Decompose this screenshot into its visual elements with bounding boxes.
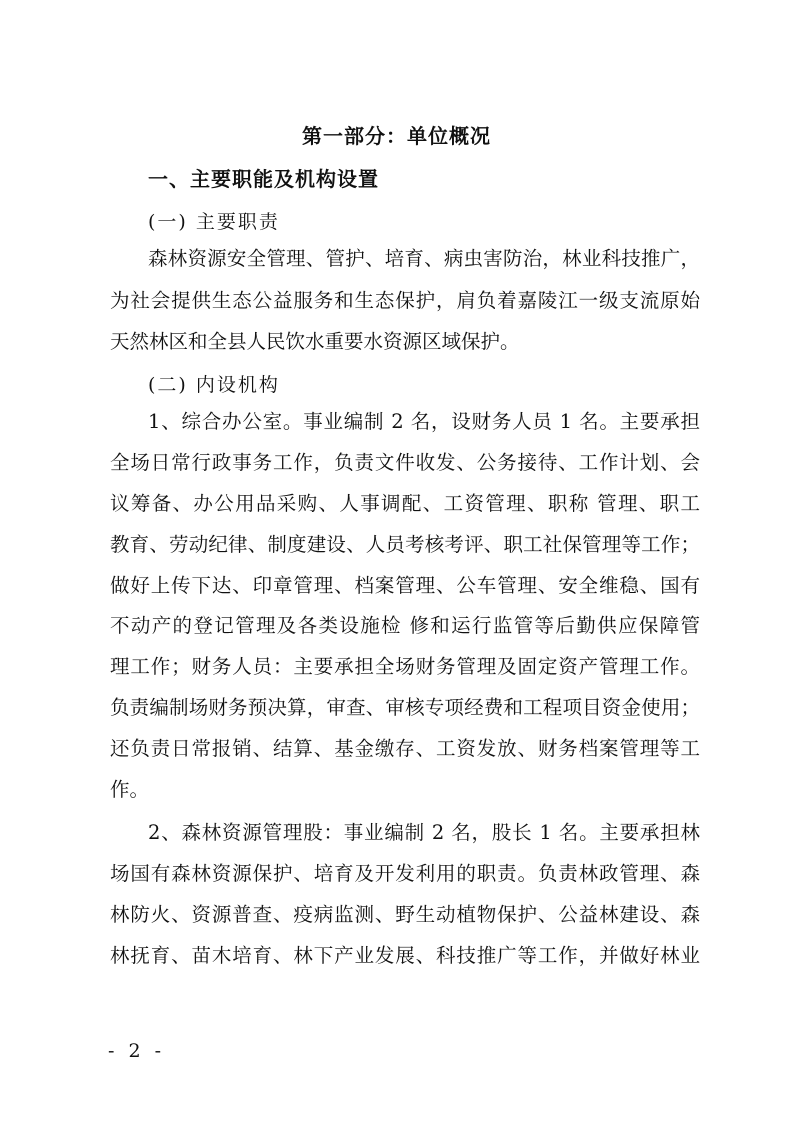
office-paragraph-line: 教育、劳动纪律、制度建设、人员考核考评、职工社保管理等工作； (110, 533, 700, 556)
office-paragraph-line: 还负责日常报销、结算、基金缴存、工资发放、财务档案管理等工 (110, 737, 700, 760)
office-paragraph-line: 1、综合办公室。事业编制 2 名，设财务人员 1 名。主要承担 (148, 410, 700, 433)
duties-line: 为社会提供生态公益服务和生态保护，肩负着嘉陵江一级支流原始 (110, 289, 700, 312)
forest-dept-paragraph-line: 林抚育、苗木培育、林下产业发展、科技推广等工作，并做好林业 (110, 944, 700, 967)
office-paragraph-line: 做好上传下达、印章管理、档案管理、公车管理、安全维稳、国有 (110, 574, 700, 597)
section-heading-functions: 一、主要职能及机构设置 (148, 167, 379, 191)
subsection-heading-duties: (一) 主要职责 (148, 211, 280, 233)
forest-dept-paragraph-line: 场国有森林资源保护、培育及开发利用的职责。负责林政管理、森 (110, 862, 700, 885)
office-paragraph-line: 负责编制场财务预决算，审查、审核专项经费和工程项目资金使用； (110, 696, 700, 719)
office-paragraph-line: 议筹备、办公用品采购、人事调配、工资管理、职称 管理、职工 (110, 492, 700, 515)
office-paragraph-line: 全场日常行政事务工作，负责文件收发、公务接待、工作计划、会 (110, 451, 700, 474)
office-paragraph-line: 理工作；财务人员：主要承担全场财务管理及固定资产管理工作。 (110, 655, 700, 678)
office-paragraph-line: 作。 (110, 778, 150, 801)
subsection-heading-departments: (二) 内设机构 (148, 374, 280, 396)
office-paragraph-line: 不动产的登记管理及各类设施检 修和运行监管等后勤供应保障管 (110, 614, 700, 637)
page-title: 第一部分：单位概况 (302, 124, 491, 148)
forest-dept-paragraph-line: 2、森林资源管理股：事业编制 2 名，股长 1 名。主要承担林 (148, 821, 700, 844)
duties-line: 天然林区和全县人民饮水重要水资源区域保护。 (110, 330, 520, 353)
duties-line: 森林资源安全管理、管护、培育、病虫害防治，林业科技推广， (148, 247, 700, 270)
page-number: - 2 - (108, 1040, 166, 1062)
forest-dept-paragraph-line: 林防火、资源普查、疫病监测、野生动植物保护、公益林建设、森 (110, 903, 700, 926)
